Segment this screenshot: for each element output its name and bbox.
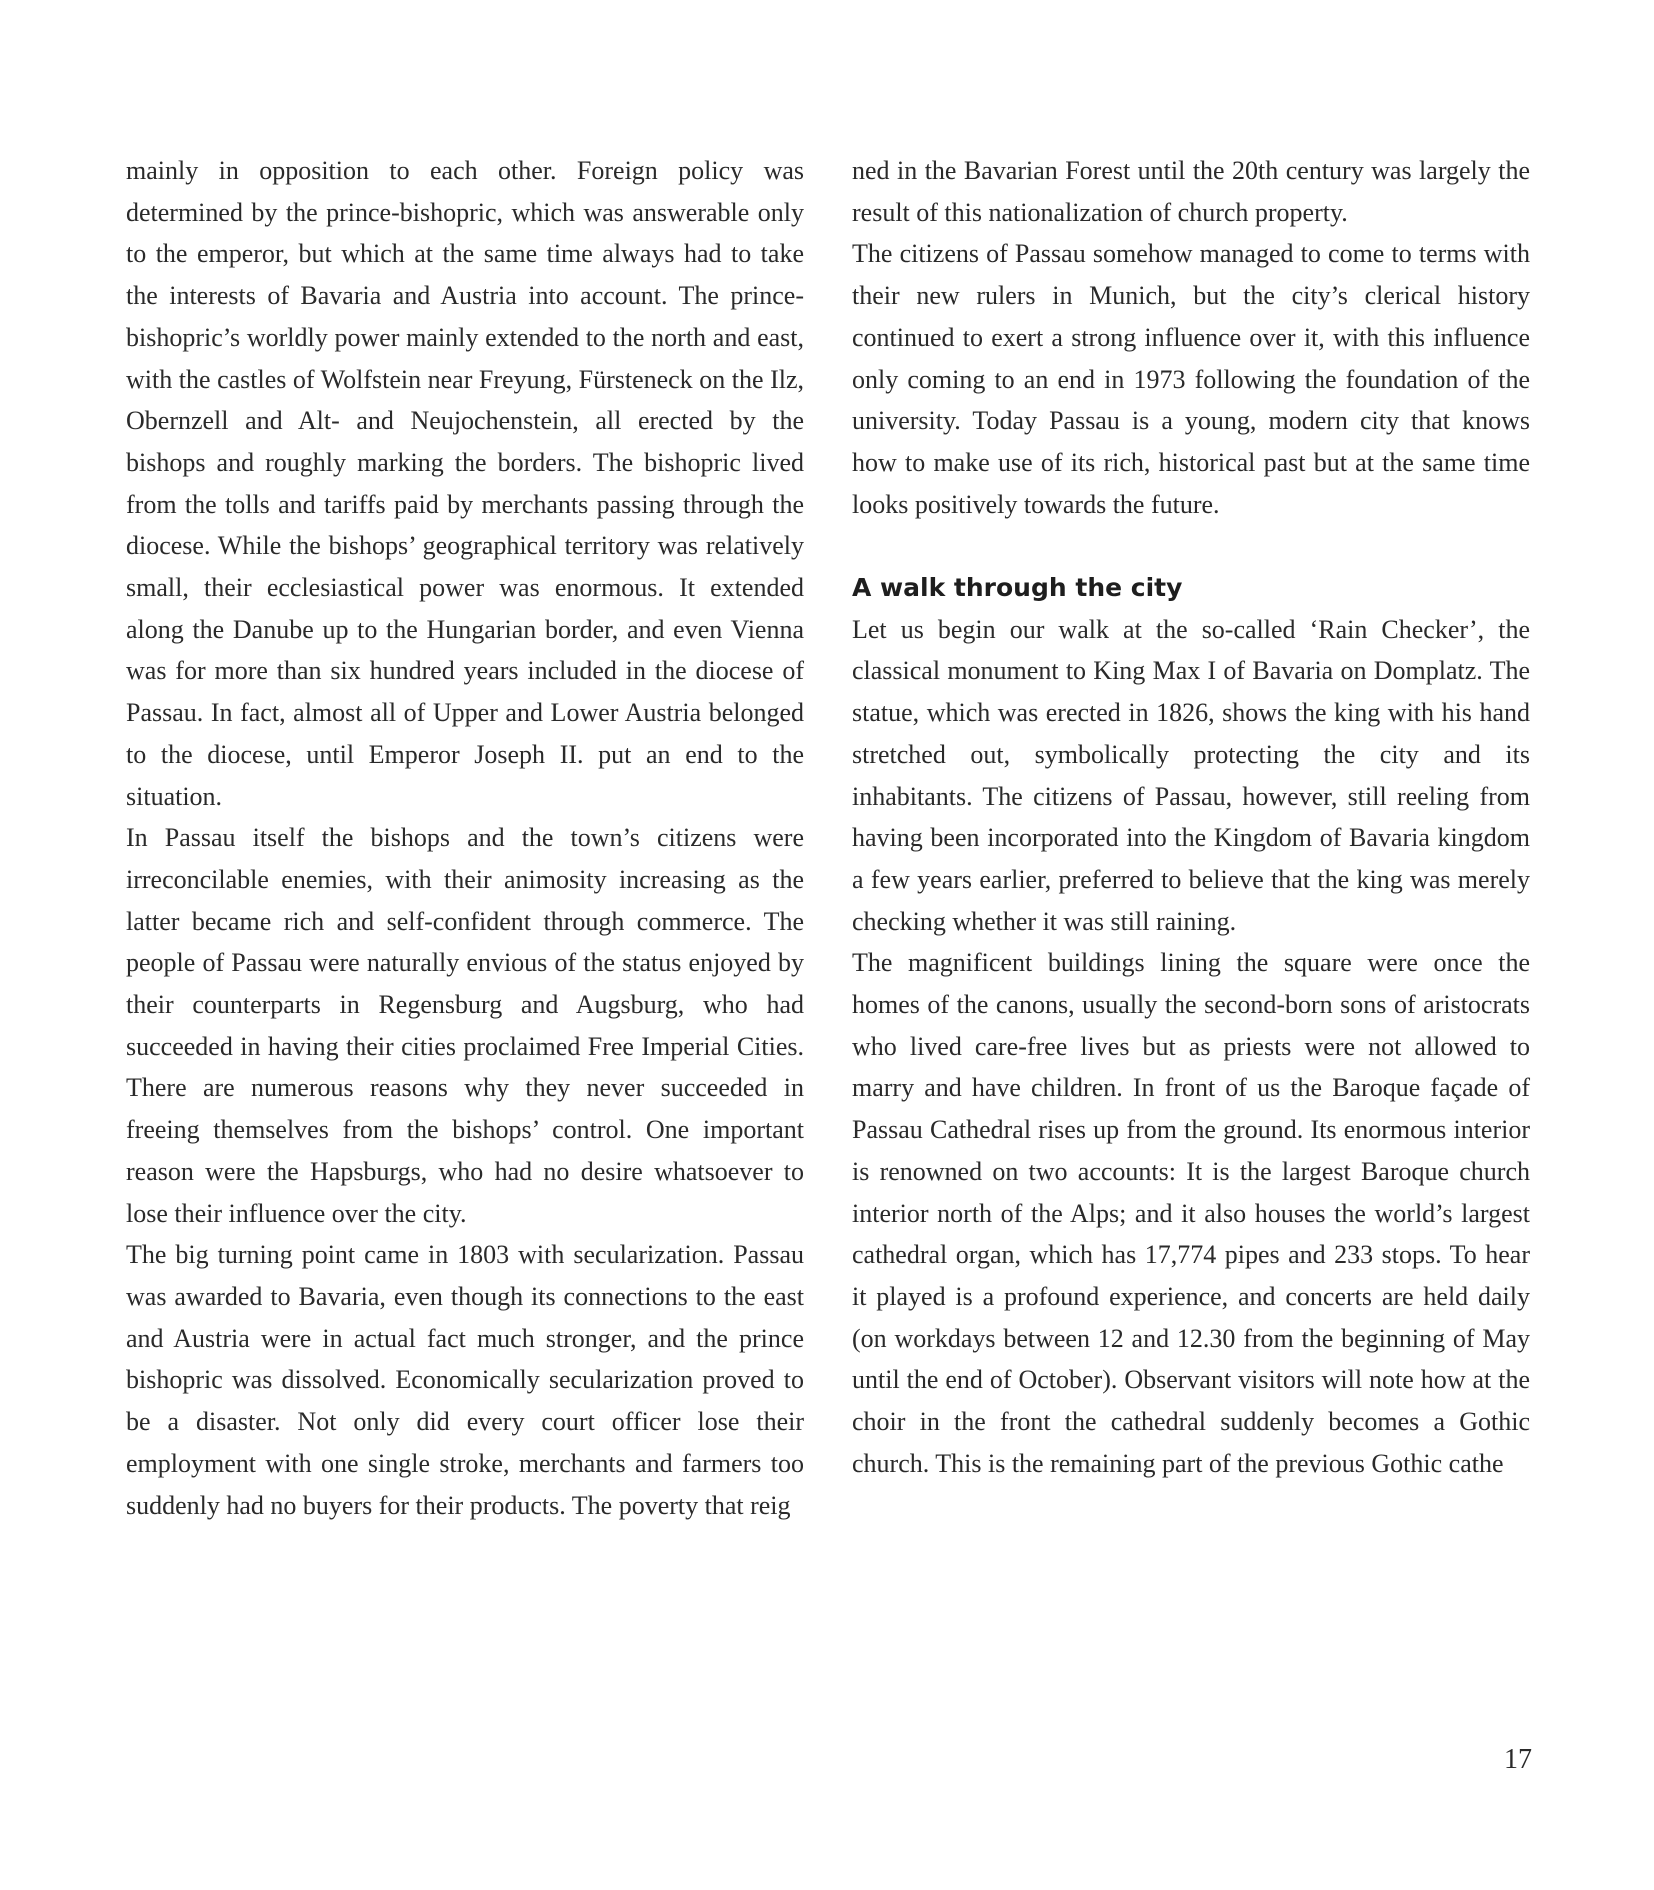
body-paragraph: ned in the Bavarian Forest until the 20th century was largely the result of this nationalization of church property. xyxy=(852,156,1530,227)
page-number: 17 xyxy=(1504,1744,1532,1775)
body-paragraph: The citizens of Passau somehow managed to come to terms with their new rulers in Munich, but the city’s clerical history continued to exert a strong influence over it, with this influence only coming to an end in 1973 following the foundation of the university. Today Passau is a young, modern city that knows how to make use of its rich, historical past but at the same time looks positively towards the future. xyxy=(852,239,1530,519)
left-text-column xyxy=(126,150,804,1526)
body-paragraph: Let us begin our walk at the so-called ‘Rain Checker’, the classical monument to King Max I of Bavaria on Domplatz. The statue, which was erected in 1826, shows the king with his hand stretched out, symbolically protecting the city and its inhabitants. The citizens of Passau, however, still reeling from having been incorporated into the Kingdom of Bavaria kingdom a few years earlier, preferred to believe that the king was merely checking whether it was still raining. xyxy=(852,614,1530,936)
right-text-column xyxy=(852,150,1530,1484)
body-paragraph: mainly in opposition to each other. Foreign policy was determined by the prince-bishopric, which was answerable only to the emperor, but which at the same time always had to take the interests of Bavaria and Austria into account. The prince-bishopric’s worldly power mainly extended to the north and east, with the castles of Wolfstein near Freyung, Fürsteneck on the Ilz, Obernzell and Alt- and Neujochenstein, all erected by the bishops and roughly marking the borders. The bishopric lived from the tolls and tariffs paid by merchants passing through the diocese. While the bishops’ geographical territory was relatively small, their ecclesiastical power was enormous. It extended along the Danube up to the Hungarian border, and even Vienna was for more than six hundred years included in the diocese of Passau. In fact, almost all of Upper and Lower Austria belonged to the diocese, until Emperor Joseph II. put an end to the situation. xyxy=(126,156,804,811)
body-paragraph: The big turning point came in 1803 with secularization. Passau was awarded to Bavaria, even though its connections to the east and Austria were in actual fact much stronger, and the prince bishopric was dissolved. Economically secularization proved to be a disaster. Not only did every court officer lose their employment with one single stroke, merchants and farmers too suddenly had no buyers for their products. The poverty that reig xyxy=(126,1240,804,1520)
body-paragraph: In Passau itself the bishops and the town’s citizens were irreconcilable enemies, with their animosity increasing as the latter became rich and self-confident through commerce. The people of Passau were naturally envious of the status enjoyed by their counterparts in Regensburg and Augsburg, who had succeeded in having their cities proclaimed Free Imperial Cities. There are numerous reasons why they never succeeded in freeing themselves from the bishops’ control. One important reason were the Hapsburgs, who had no desire whatsoever to lose their influence over the city. xyxy=(126,823,804,1228)
body-paragraph: The magnificent buildings lining the square were once the homes of the canons, usually the second-born sons of aristocrats who lived care-free lives but as priests were not allowed to marry and have children. In front of us the Baroque façade of Passau Cathedral rises up from the ground. Its enormous interior is renowned on two accounts: It is the largest Baroque church interior north of the Alps; and it also houses the world’s largest cathedral organ, which has 17,774 pipes and 233 stops. To hear it played is a profound experience, and concerts are held daily (on workdays between 12 and 12.30 from the beginning of May until the end of October). Observant visitors will note how at the choir in the front the cathedral suddenly becomes a Gothic church. This is the remaining part of the previous Gothic cathe xyxy=(852,948,1530,1478)
section-heading: A walk through the city xyxy=(852,573,1183,603)
